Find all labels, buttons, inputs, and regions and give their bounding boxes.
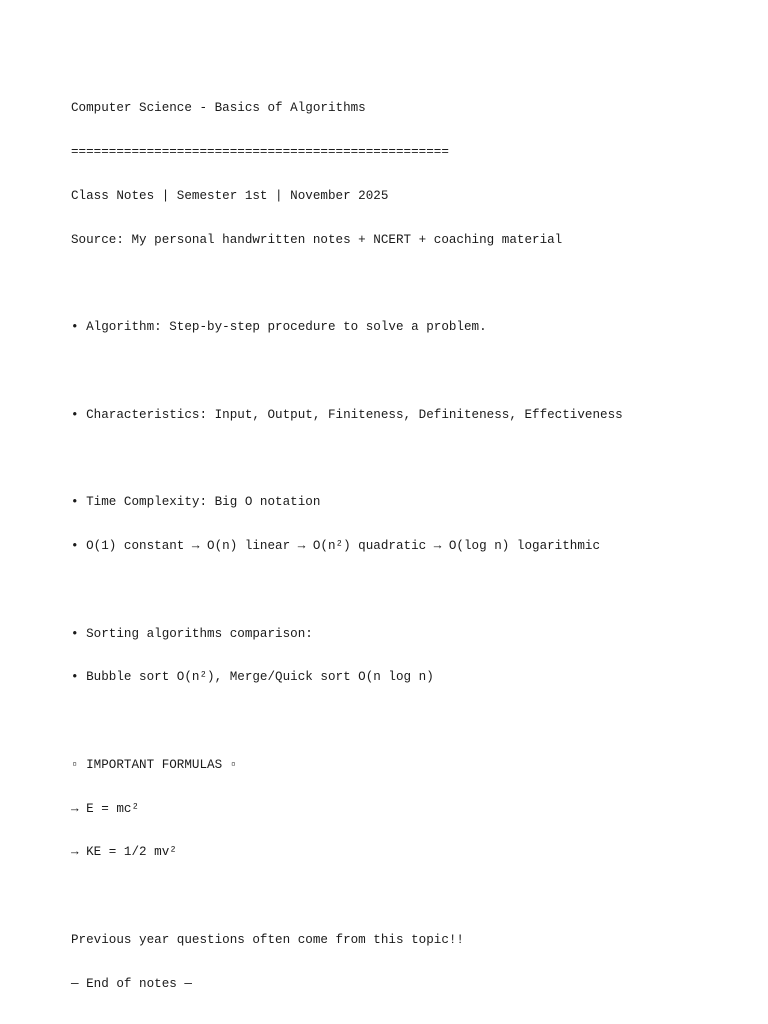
exam-reminder: Previous year questions often come from this topic!! — [71, 933, 464, 948]
spacer — [71, 364, 751, 379]
spacer — [71, 714, 751, 729]
spacer — [71, 583, 751, 598]
formula-item: → KE = 1/2 mv² — [71, 845, 177, 860]
note-characteristics: • Characteristics: Input, Output, Finiteness, Definiteness, Effectiveness — [71, 407, 623, 422]
end-of-notes: — End of notes — — [71, 976, 192, 991]
formula-item: → E = mc² — [71, 801, 140, 816]
source-line: Source: My personal handwritten notes + NCERT + coaching material — [71, 232, 563, 247]
notes-document — [71, 72, 751, 1006]
note-sorting-detail: • Bubble sort O(n²), Merge/Quick sort O(n log n) — [71, 670, 434, 685]
note-time-complexity: • Time Complexity: Big O notation — [71, 495, 321, 510]
note-algorithm: • Algorithm: Step-by-step procedure to solve a problem. — [71, 320, 487, 335]
spacer — [71, 276, 751, 291]
note-sorting-heading: • Sorting algorithms comparison: — [71, 626, 313, 641]
formulas-heading: ▫ IMPORTANT FORMULAS ▫ — [71, 757, 238, 772]
class-meta: Class Notes | Semester 1st | November 2025 — [71, 188, 389, 203]
title-underline: ================================================== — [71, 144, 449, 159]
note-complexity-order: • O(1) constant → O(n) linear → O(n²) quadratic → O(log n) logarithmic — [71, 539, 601, 553]
spacer — [71, 451, 751, 466]
document-title: Computer Science - Basics of Algorithms — [71, 101, 366, 116]
spacer — [71, 889, 751, 904]
